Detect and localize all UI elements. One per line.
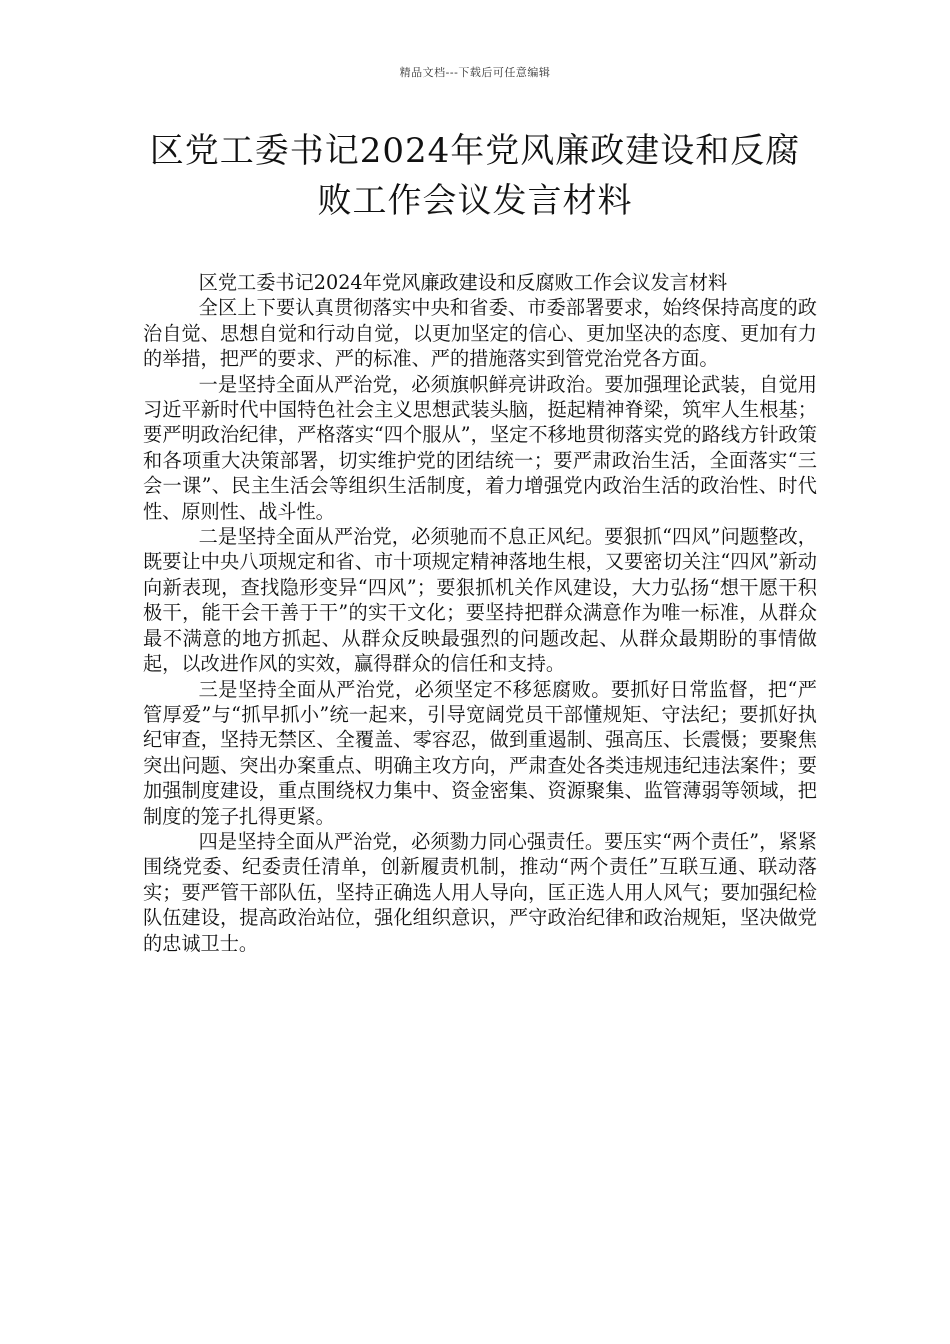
document-title: 区党工委书记2024年党风廉政建设和反腐败工作会议发言材料 (149, 131, 801, 221)
paragraph-intro: 全区上下要认真贯彻落实中央和省委、市委部署要求，始终保持高度的政治自觉、思想自觉和行动自觉，以更加坚定的信心、更加坚决的态度、更加有力的举措，把严的要求、严的标准、严的措施落实到管党治党各方面。 (143, 296, 817, 371)
paragraph-subtitle: 区党工委书记2024年党风廉政建设和反腐败工作会议发言材料 (198, 271, 728, 294)
paragraph-point-one: 一是坚持全面从严治党，必须旗帜鲜亮讲政治。要加强理论武装，自觉用习近平新时代中国特色社会主义思想武装头脑，挺起精神脊梁，筑牢人生根基；要严明政治纪律，严格落实“四个服从”，坚定不移地贯彻落实党的路线方针政策和各项重大决策部署，切实维护党的团结统一；要严肃政治生活，全面落实“三会一课”、民主生活会等组织生活制度，着力增强党内政治生活的政治性、时代性、原则性、战斗性。 (143, 372, 817, 523)
page-header: 精品文档---下载后可任意编辑 (399, 66, 551, 79)
paragraph-point-two: 二是坚持全面从严治党，必须驰而不息正风纪。要狠抓“四风”问题整改，既要让中央八项规定和省、市十项规定精神落地生根，又要密切关注“四风”新动向新表现，查找隐形变异“四风”；要狠抓机关作风建设，大力弘扬“想干愿干积极干，能干会干善于干”的实干文化；要坚持把群众满意作为唯一标准，从群众最不满意的地方抓起、从群众反映最强烈的问题改起、从群众最期盼的事情做起，以改进作风的实效，赢得群众的信任和支持。 (143, 525, 817, 676)
document-body (143, 270, 817, 956)
paragraph-point-four: 四是坚持全面从严治党，必须勠力同心强责任。要压实“两个责任”，紧紧围绕党委、纪委责任清单，创新履责机制，推动“两个责任”互联互通、联动落实；要严管干部队伍，坚持正确选人用人导向，匡正选人用人风气；要加强纪检队伍建设，提高政治站位，强化组织意识，严守政治纪律和政治规矩，坚决做党的忠诚卫士。 (143, 829, 817, 955)
paragraph-point-three: 三是坚持全面从严治党，必须坚定不移惩腐败。要抓好日常监督，把“严管厚爱”与“抓早抓小”统一起来，引导宽阔党员干部懂规矩、守法纪；要抓好执纪审查，坚持无禁区、全覆盖、零容忍，做到重遏制、强高压、长震慑；要聚焦突出问题、突出办案重点、明确主攻方向，严肃查处各类违规违纪违法案件；要加强制度建设，重点围绕权力集中、资金密集、资源聚集、监管薄弱等领域，把制度的笼子扎得更紧。 (143, 677, 817, 828)
